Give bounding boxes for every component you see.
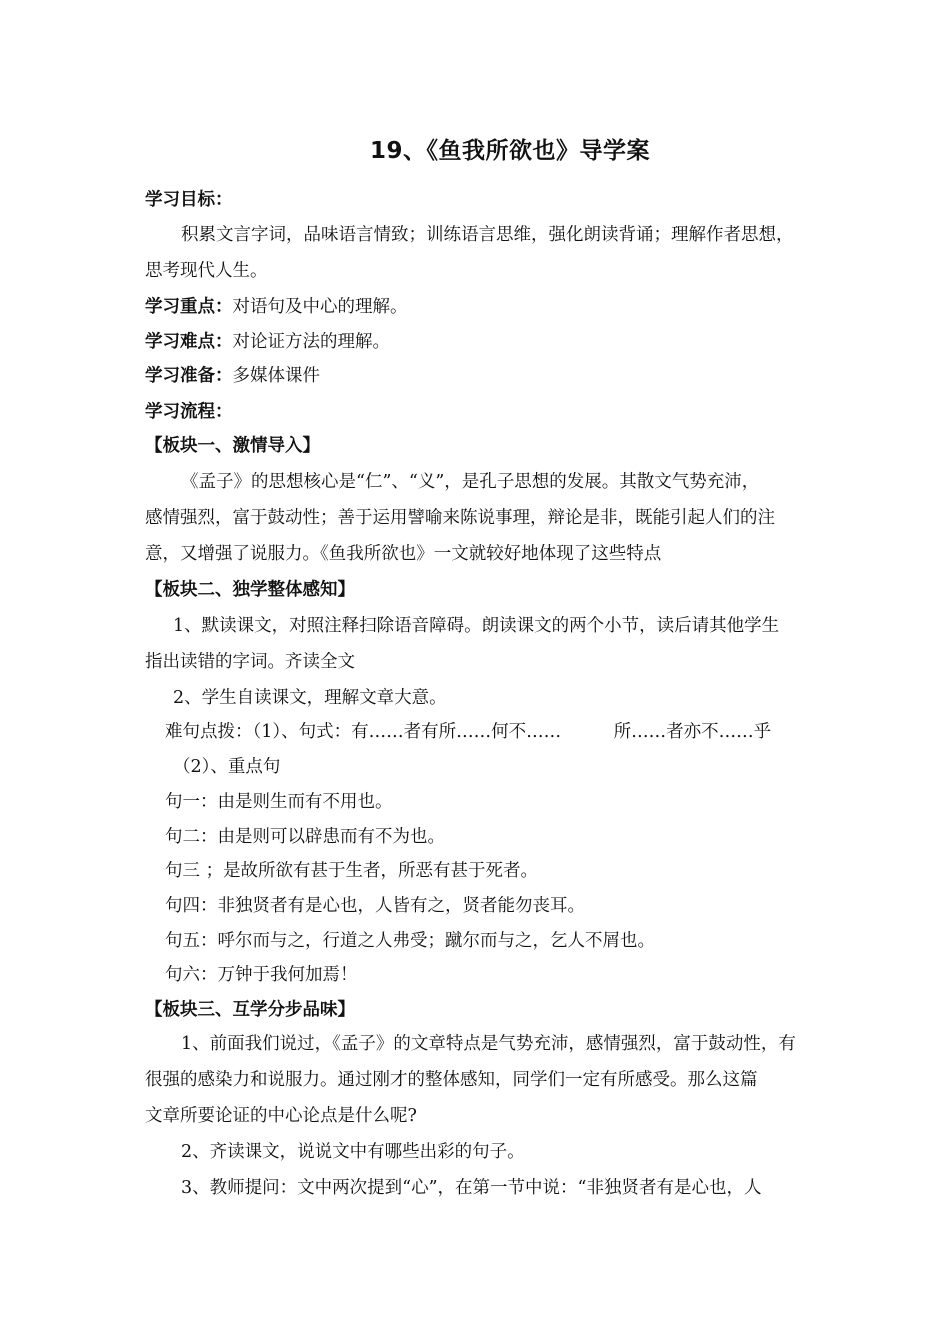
preparation-row bbox=[145, 364, 825, 388]
section-3-item-1-line: 很强的感染力和说服力。通过刚才的整体感知，同学们一定有所感受。那么这篇 bbox=[145, 1070, 758, 1090]
key-sentences-label: （2）、重点句 bbox=[173, 757, 281, 777]
section-2-item-1-line-2: 指出读错的字词。齐读全文 bbox=[145, 652, 355, 672]
preparation-text: 多媒体课件 bbox=[232, 366, 320, 386]
section-3-item-1-line: 1、前面我们说过，《孟子》的文章特点是气势充沛，感情强烈，富于鼓动性，有 bbox=[181, 1034, 796, 1054]
key-sentence-item: 句二：由是则可以辟患而有不为也。 bbox=[165, 827, 445, 847]
objectives-text-line-1: 积累文言字词，品味语言情致；训练语言思维，强化朗读背诵；理解作者思想， bbox=[181, 225, 794, 245]
key-points-row bbox=[145, 295, 825, 319]
key-points-label: 学习重点： bbox=[145, 297, 233, 317]
objectives-text-line-2: 思考现代人生。 bbox=[145, 261, 268, 281]
section-2-item-2: 2、学生自读课文，理解文章大意。 bbox=[173, 688, 447, 708]
difficulty-text: 对论证方法的理解。 bbox=[232, 332, 390, 352]
process-heading: 学习流程： bbox=[145, 402, 233, 422]
objectives-heading: 学习目标： bbox=[145, 190, 233, 210]
key-sentence-item: 句一：由是则生而有不用也。 bbox=[165, 792, 393, 812]
key-sentence-item: 句五：呼尔而与之，行道之人弗受；蹴尔而与之，乞人不屑也。 bbox=[165, 931, 655, 951]
key-sentence-item: 句三 ；是故所欲有甚于生者，所恶有甚于死者。 bbox=[165, 861, 539, 881]
difficult-sentence-patterns: 难句点拨：（1）、句式：有……者有所……何不…… 所……者亦不……乎 bbox=[165, 722, 772, 742]
difficulty-row bbox=[145, 330, 825, 354]
key-sentence-item: 句六：万钟于我何加焉！ bbox=[165, 965, 358, 985]
section-3-item-1-line: 文章所要论证的中心论点是什么呢? bbox=[145, 1106, 417, 1126]
key-sentence-item: 句四：非独贤者有是心也，人皆有之，贤者能勿丧耳。 bbox=[165, 896, 585, 916]
section-2-item-1-line-1: 1、默读课文，对照注释扫除语音障碍。朗读课文的两个小节，读后请其他学生 bbox=[173, 616, 780, 636]
section-3-item-2: 2、齐读课文，说说文中有哪些出彩的句子。 bbox=[181, 1142, 525, 1162]
section-1-paragraph-line: 《孟子》的思想核心是“仁”、“义”，是孔子思想的发展。其散文气势充沛， bbox=[181, 472, 760, 492]
difficulty-label: 学习难点： bbox=[145, 332, 233, 352]
document-title: 19、《鱼我所欲也》导学案 bbox=[369, 138, 650, 164]
section-1-paragraph-line: 感情强烈，富于鼓动性；善于运用譬喻来陈说事理，辩论是非，既能引起人们的注 bbox=[145, 508, 775, 528]
section-2-heading: 【板块二、独学整体感知】 bbox=[145, 580, 355, 600]
key-points-text: 对语句及中心的理解。 bbox=[232, 297, 408, 317]
section-1-heading: 【板块一、激情导入】 bbox=[145, 436, 320, 456]
section-1-paragraph-line: 意，又增强了说服力。《鱼我所欲也》一文就较好地体现了这些特点 bbox=[145, 544, 662, 564]
preparation-label: 学习准备： bbox=[145, 366, 233, 386]
section-3-heading: 【板块三、互学分步品味】 bbox=[145, 1000, 355, 1020]
section-3-item-3: 3、教师提问：文中两次提到“心”，在第一节中说：“非独贤者有是心也，人 bbox=[181, 1178, 762, 1198]
